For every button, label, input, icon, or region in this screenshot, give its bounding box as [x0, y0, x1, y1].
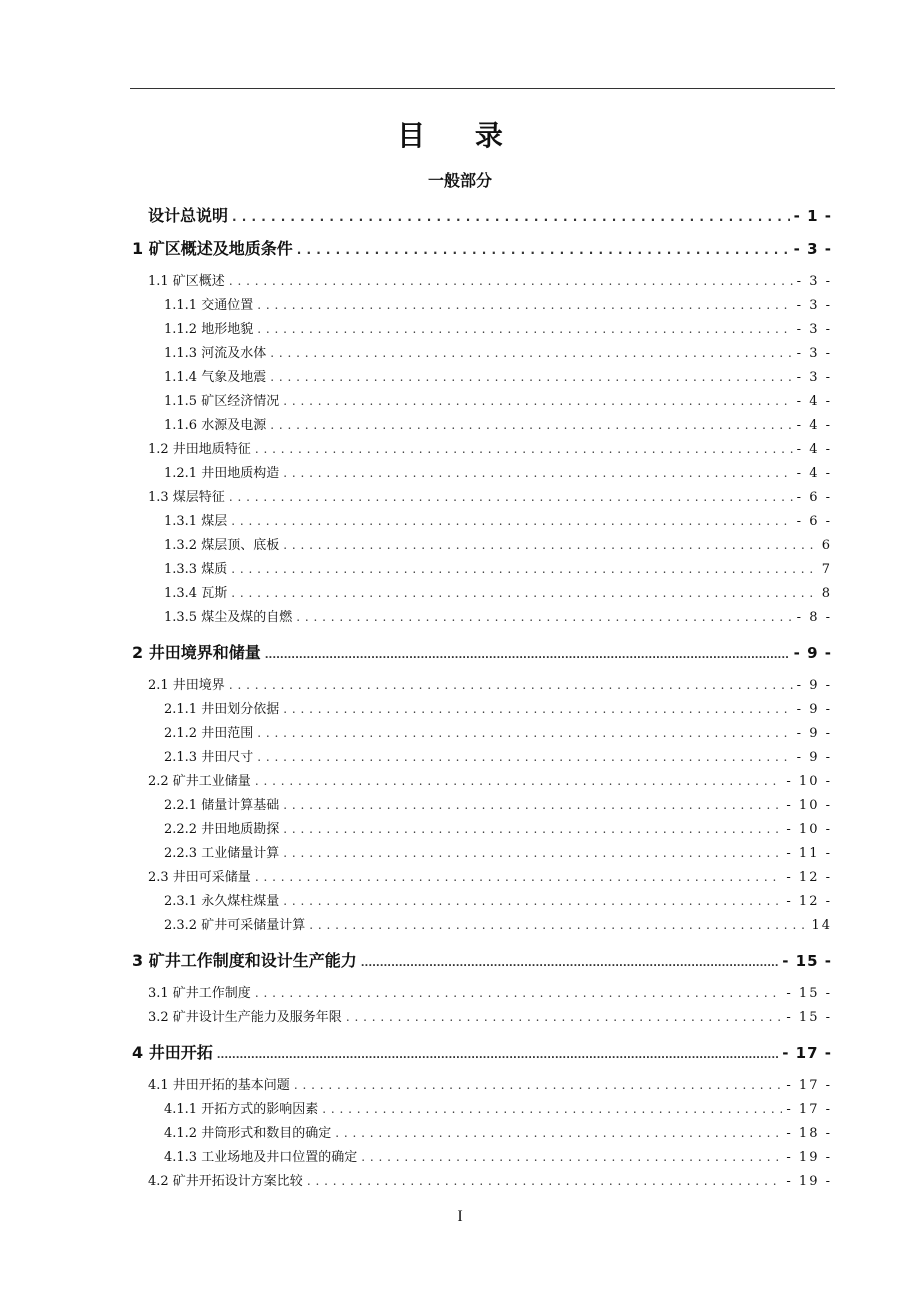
toc-entry-page: - 10 - — [786, 822, 832, 837]
toc-entry[interactable] — [164, 1122, 832, 1141]
toc-entry-page: - 17 - — [782, 1044, 832, 1062]
toc-leader-dots — [257, 298, 792, 313]
toc-entry-page: - 6 - — [796, 490, 832, 505]
toc-entry-title: 2.3 井田可采储量 — [148, 870, 251, 885]
toc-entry[interactable] — [132, 1040, 832, 1063]
toc-entry-title: 1.3.1 煤层 — [164, 514, 228, 529]
toc-leader-dots — [283, 394, 792, 409]
toc-leader-dots — [232, 206, 790, 225]
toc-entry[interactable] — [164, 342, 832, 361]
toc-entry-page: - 4 - — [796, 442, 832, 457]
toc-entry-title: 2.2.1 储量计算基础 — [164, 798, 280, 813]
toc-leader-dots — [283, 894, 782, 909]
toc-entry-title: 1.2.1 井田地质构造 — [164, 466, 280, 481]
toc-entry-title: 2.2.3 工业储量计算 — [164, 846, 280, 861]
toc-leader-dots — [283, 822, 782, 837]
toc-leader-dots — [283, 846, 782, 861]
toc-entry[interactable] — [148, 1170, 832, 1189]
toc-entry[interactable] — [164, 366, 832, 385]
toc-leader-dots — [296, 610, 792, 625]
toc-entry-page: - 9 - — [796, 726, 832, 741]
toc-entry-title: 1.1.5 矿区经济情况 — [164, 394, 280, 409]
toc-entry[interactable] — [164, 462, 832, 481]
toc-entry[interactable] — [164, 558, 832, 577]
toc-leader-dots — [335, 1126, 782, 1141]
toc-entry[interactable] — [164, 390, 832, 409]
toc-entry[interactable] — [164, 534, 832, 553]
toc-entry-page: - 15 - — [786, 986, 832, 1001]
toc-entry[interactable] — [164, 582, 832, 601]
toc-leader-dots — [322, 1102, 782, 1117]
toc-entry[interactable] — [164, 318, 832, 337]
toc-leader-dots — [361, 1150, 782, 1165]
toc-leader-dots — [283, 466, 792, 481]
toc-entry-page: - 9 - — [796, 702, 832, 717]
toc-leader-dots — [307, 1174, 783, 1189]
toc-entry[interactable] — [164, 842, 832, 861]
toc-entry-page: - 15 - — [782, 952, 832, 970]
toc-entry-title: 4.1.1 开拓方式的影响因素 — [164, 1102, 319, 1117]
toc-entry-page: - 8 - — [796, 610, 832, 625]
toc-leader-dots — [283, 702, 792, 717]
toc-leader-dots — [217, 1043, 779, 1062]
toc-entry-page: - 18 - — [786, 1126, 832, 1141]
toc-subtitle: 一般部分 — [427, 171, 492, 190]
toc-leader-dots — [361, 951, 779, 970]
toc-entry[interactable] — [164, 746, 832, 765]
toc-entry-page: - 19 - — [786, 1174, 832, 1189]
toc-entry-page: - 3 - — [793, 240, 832, 258]
toc-entry-title: 2.1.3 井田尺寸 — [164, 750, 254, 765]
toc-leader-dots — [229, 490, 793, 505]
toc-entry-page: - 17 - — [786, 1102, 832, 1117]
toc-entry-page: - 12 - — [786, 894, 832, 909]
toc-entry[interactable] — [164, 1146, 832, 1165]
toc-entry[interactable] — [164, 818, 832, 837]
toc-entry-page: - 4 - — [796, 394, 832, 409]
toc-entry-page: - 9 - — [793, 644, 832, 662]
toc-leader-dots — [294, 1078, 783, 1093]
toc-entry-title: 2.1.1 井田划分依据 — [164, 702, 280, 717]
toc-entry-title: 1.2 井田地质特征 — [148, 442, 251, 457]
toc-entry-title: 1.3 煤层特征 — [148, 490, 225, 505]
toc-entry-page: 8 — [821, 586, 832, 601]
toc-entry-title: 2.1.2 井田范围 — [164, 726, 254, 741]
toc-entry[interactable] — [148, 1006, 832, 1025]
toc-entry-page: - 10 - — [786, 774, 832, 789]
toc-entry[interactable] — [164, 698, 832, 717]
toc-entry-title: 3 矿井工作制度和设计生产能力 — [132, 951, 357, 970]
toc-entry-title: 1.3.3 煤质 — [164, 562, 228, 577]
toc-entry[interactable] — [148, 270, 832, 289]
toc-title: 目 录 — [397, 119, 523, 152]
toc-entry-title: 4 井田开拓 — [132, 1043, 213, 1062]
toc-entry[interactable] — [148, 1074, 832, 1093]
toc-entry-title: 3.1 矿井工作制度 — [148, 986, 251, 1001]
toc-entry-title: 2.1 井田境界 — [148, 678, 225, 693]
toc-entry[interactable] — [164, 1098, 832, 1117]
toc-entry-title: 4.1 井田开拓的基本问题 — [148, 1078, 290, 1093]
toc-entry[interactable] — [132, 640, 832, 663]
toc-entry-title: 4.1.2 井筒形式和数目的确定 — [164, 1126, 332, 1141]
toc-entry[interactable] — [148, 203, 832, 226]
toc-entry[interactable] — [164, 890, 832, 909]
toc-leader-dots — [231, 514, 792, 529]
toc-entry-page: - 9 - — [796, 750, 832, 765]
toc-entry-page: 7 — [821, 562, 832, 577]
toc-entry-page: - 9 - — [796, 678, 832, 693]
toc-entry[interactable] — [148, 674, 832, 693]
toc-entry[interactable] — [148, 770, 832, 789]
toc-leader-dots — [255, 870, 783, 885]
toc-entry-page: - 4 - — [796, 418, 832, 433]
toc-entry-title: 1.1.6 水源及电源 — [164, 418, 267, 433]
toc-entry-page: 6 — [821, 538, 832, 553]
toc-entry-page: - 19 - — [786, 1150, 832, 1165]
toc-leader-dots — [265, 643, 790, 662]
toc-entry-page: - 3 - — [796, 370, 832, 385]
toc-leader-dots — [231, 586, 818, 601]
toc-entry-page: - 3 - — [796, 298, 832, 313]
toc-entry-title: 2.3.1 永久煤柱煤量 — [164, 894, 280, 909]
toc-entry-title: 1.1.1 交通位置 — [164, 298, 254, 313]
toc-entry[interactable] — [148, 982, 832, 1001]
toc-entry-title: 2.2.2 井田地质勘探 — [164, 822, 280, 837]
toc-entry-page: - 15 - — [786, 1010, 832, 1025]
toc-entry-title: 1.3.2 煤层顶、底板 — [164, 538, 280, 553]
toc-leader-dots — [257, 750, 792, 765]
toc-entry-title: 1.3.5 煤尘及煤的自燃 — [164, 610, 293, 625]
toc-entry[interactable] — [164, 510, 832, 529]
toc-entry-title: 1 矿区概述及地质条件 — [132, 239, 293, 258]
toc-leader-dots — [255, 774, 783, 789]
page-number-footer: I — [457, 1208, 463, 1225]
toc-leader-dots — [257, 726, 792, 741]
toc-entry[interactable] — [164, 794, 832, 813]
toc-entry-page: - 3 - — [796, 322, 832, 337]
toc-entry-page: 14 — [811, 918, 832, 933]
toc-leader-dots — [297, 239, 790, 258]
toc-entry-page: - 3 - — [796, 346, 832, 361]
toc-entry-title: 1.1.2 地形地貌 — [164, 322, 254, 337]
toc-entry-title: 1.1.4 气象及地震 — [164, 370, 267, 385]
toc-entry-title: 2 井田境界和储量 — [132, 643, 261, 662]
toc-entry-page: - 6 - — [796, 514, 832, 529]
toc-entry[interactable] — [132, 236, 832, 259]
toc-entry[interactable] — [164, 606, 832, 625]
toc-entry-title: 4.1.3 工业场地及井口位置的确定 — [164, 1150, 358, 1165]
toc-leader-dots — [255, 442, 793, 457]
toc-entry-title: 2.2 矿井工业储量 — [148, 774, 251, 789]
toc-entry[interactable] — [148, 866, 832, 885]
toc-entry-page: - 11 - — [786, 846, 832, 861]
toc-leader-dots — [270, 346, 792, 361]
toc-entry-title: 4.2 矿井开拓设计方案比较 — [148, 1174, 303, 1189]
toc-leader-dots — [309, 918, 807, 933]
toc-entry-page: - 12 - — [786, 870, 832, 885]
toc-entry-title: 3.2 矿井设计生产能力及服务年限 — [148, 1010, 342, 1025]
toc-entry-page: - 17 - — [786, 1078, 832, 1093]
toc-entry-page: - 1 - — [793, 207, 832, 225]
toc-entry[interactable] — [164, 414, 832, 433]
toc-entry-page: - 4 - — [796, 466, 832, 481]
toc-leader-dots — [229, 274, 793, 289]
toc-leader-dots — [283, 538, 818, 553]
toc-entry-title: 1.3.4 瓦斯 — [164, 586, 228, 601]
toc-entry-title: 1.1.3 河流及水体 — [164, 346, 267, 361]
toc-leader-dots — [283, 798, 782, 813]
toc-entry[interactable] — [132, 948, 832, 971]
toc-leader-dots — [257, 322, 792, 337]
toc-leader-dots — [255, 986, 783, 1001]
toc-leader-dots — [346, 1010, 783, 1025]
toc-entry[interactable] — [164, 722, 832, 741]
toc-entry[interactable] — [148, 438, 832, 457]
toc-entry[interactable] — [164, 294, 832, 313]
toc-entry[interactable] — [148, 486, 832, 505]
toc-entry-title: 2.3.2 矿井可采储量计算 — [164, 918, 306, 933]
toc-entry-page: - 3 - — [796, 274, 832, 289]
toc-leader-dots — [270, 370, 792, 385]
toc-leader-dots — [229, 678, 793, 693]
toc-leader-dots — [231, 562, 818, 577]
toc-leader-dots — [270, 418, 792, 433]
toc-entry[interactable] — [164, 914, 832, 933]
toc-entry-page: - 10 - — [786, 798, 832, 813]
toc-entry-title: 设计总说明 — [148, 206, 229, 225]
toc-entry-title: 1.1 矿区概述 — [148, 274, 225, 289]
